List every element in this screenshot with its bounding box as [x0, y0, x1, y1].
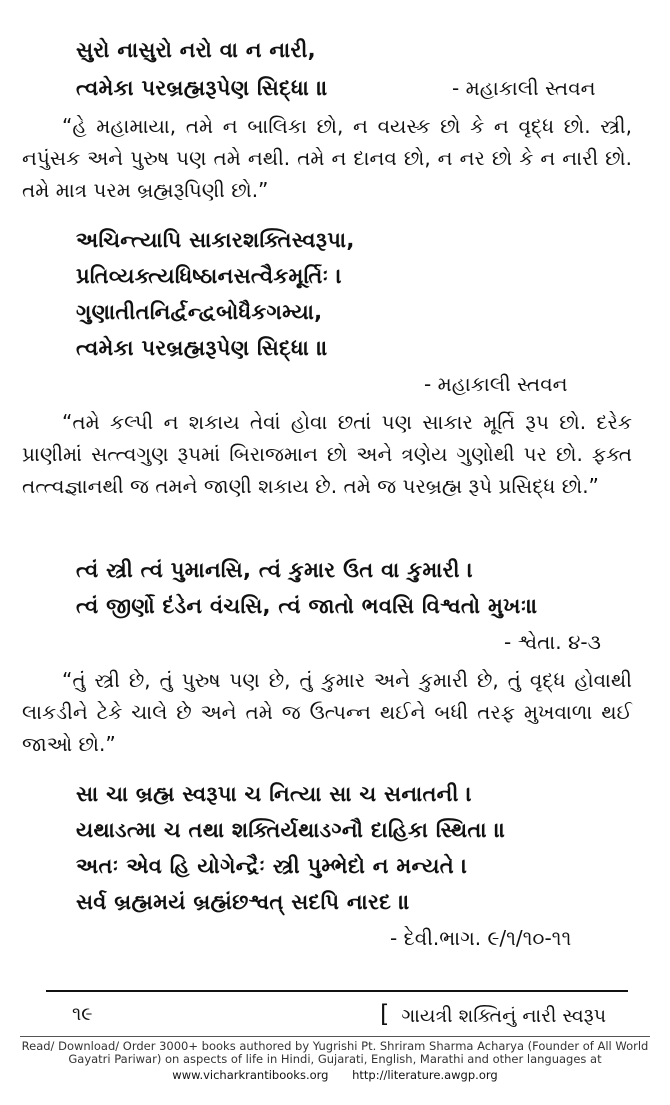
verse4-line4: સર્વ બ્રહ્મમયં બ્રહ્મંછશ્વત્ સદપિ નારદ ॥ [76, 890, 411, 914]
verse4-citation: - દેવી.ભાગ. ૯/૧/૧૦-૧૧ [390, 926, 572, 950]
verse4-line1: સા ચા બ્રહ્મ સ્વરૂપા ચ નિત્યા સા ચ સનાતની । [76, 782, 473, 806]
link-vicharkrantibooks[interactable]: www.vicharkrantibooks.org [172, 1068, 329, 1082]
book-title-text: ગાયત્રી શક્તિનું નારી સ્વરૂપ [401, 1005, 607, 1027]
credit-links [20, 1068, 650, 1082]
paragraph-1: “હે મહામાયા, તમે ન બાલિકા છો, ન વયસ્ક છો કે ન વૃદ્ધ છો. સ્ત્રી, નપુંસક અને પુરુષ પણ તમે નથી. તમે ન દાનવ છો, ન નર છો કે ન નારી છો. તમે માત્ર પરમ બ્રહ્મરૂપિણી છો.” [22, 114, 632, 202]
verse2-citation: - મહાકાલી સ્તવન [424, 372, 568, 396]
verse2-line4: ત્વમેકા પરબ્રહ્મરૂપેણ સિદ્ધા ॥ [76, 336, 329, 360]
book-title [380, 1000, 606, 1028]
verse2-line3: ગુણાતીતનિર્દ્વન્દ્વબોધૈકગમ્યા, [76, 300, 323, 324]
credit-text: Read/ Download/ Order 3000+ books authored by Yugrishi Pt. Shriram Sharma Acharya (Founder of All World Gayatri Pariwar) on aspects of life in Hindi, Gujarati, English, Marathi and other languages at [21, 1039, 649, 1066]
verse4-line3: અતઃ એવ હિ યોગેન્દ્રૈઃ સ્ત્રી પુમ્ભેદો ન મન્યતે । [76, 854, 468, 878]
link-literature-awgp[interactable]: http://literature.awgp.org [352, 1068, 498, 1082]
page-number: ૧૯ [72, 1003, 93, 1025]
footer-rule [46, 990, 628, 992]
credit-divider [20, 1036, 650, 1037]
verse3-line1: ત્વં સ્ત્રી ત્વં પુમાનસિ, ત્વં કુમાર ઉત વા કુમારી । [76, 558, 474, 582]
verse1-line2: ત્વમેકા પરબ્રહ્મરૂપેણ સિદ્ધા ॥ [76, 76, 329, 100]
verse1-citation: - મહાકાલી સ્તવન [452, 76, 596, 100]
verse4-line2: યથાડત્મા ચ તથા શક્તિર્યથાડગ્નૌ દાહિકા સ્થિતા ॥ [76, 818, 506, 842]
verse3-line2: ત્વં જીર્ણો દંડેન વંચસિ, ત્વં જાતો ભવસિ વિશ્વતો મુખઃ॥ [76, 594, 539, 618]
verse2-line1: અચિન્ત્યાપિ સાકારશક્તિસ્વરૂપા, [76, 228, 355, 252]
verse3-citation: - શ્વેતા. ૪-૩ [504, 630, 601, 654]
verse1-line1: સુરો નાસુરો નરો વા ન નારી, [76, 38, 316, 62]
verse2-line2: પ્રતિવ્યક્ત્યધિષ્ઠાનસત્વૈકમૂર્તિઃ । [76, 264, 343, 288]
paragraph-2: “તમે કલ્પી ન શકાય તેવાં હોવા છતાં પણ સાકાર મૂર્તિ રૂપ છો. દરેક પ્રાણીમાં સત્ત્વગુણ રૂપમાં બિરાજમાન છો અને ત્રણેય ગુણોથી પર છો. ફક્ત તત્ત્વજ્ઞાનથી જ તમને જાણી શકાય છે. તમે જ પરબ્રહ્મ રૂપે પ્રસિદ્ધ છો.” [22, 410, 632, 498]
paragraph-3: “તું સ્ત્રી છે, તું પુરુષ પણ છે, તું કુમાર અને કુમારી છે, તું વૃદ્ધ હોવાથી લાકડીને ટેકે ચાલે છે અને તમે જ ઉત્પન્ન થઈને બધી તરફ મુખવાળા થઈ જાઓ છો.” [22, 668, 632, 756]
title-bracket: [ [380, 1000, 390, 1028]
